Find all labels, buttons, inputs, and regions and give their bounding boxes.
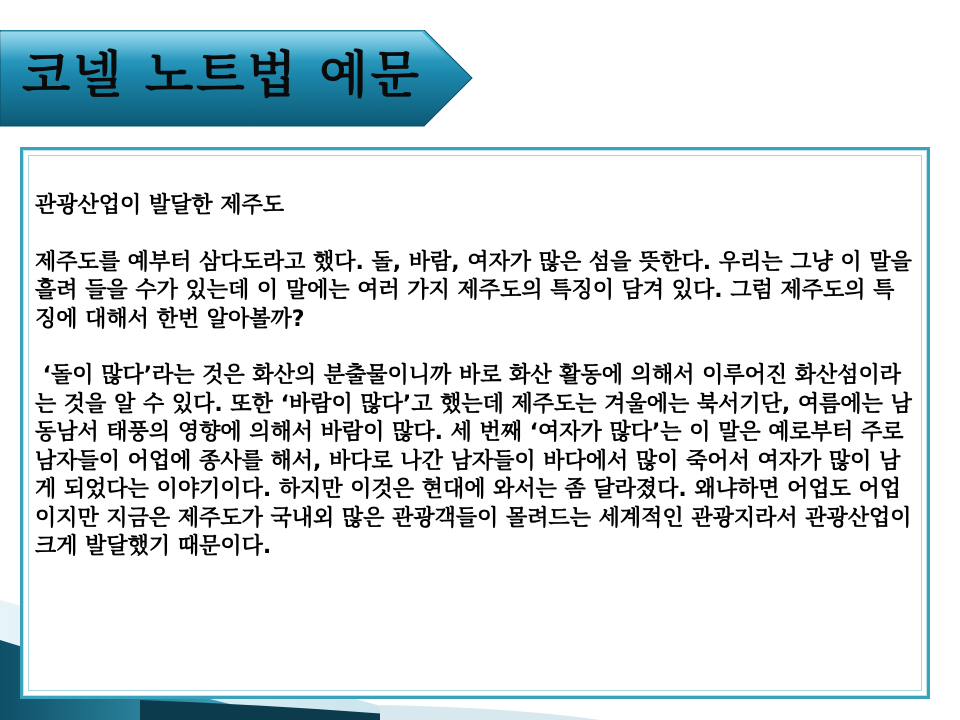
content-panel: [20, 147, 930, 699]
paragraph-intro: 제주도를 예부터 삼다도라고 했다. 돌, 바람, 여자가 많은 섬을 뜻한다. 우리는 그냥 이 말을 흘려 들을 수가 있는데 이 말에는 여러 가지 제주도의 특징이 담겨 있다. 그럼 제주도의 특징에 대해서 한번 알아볼까?: [35, 249, 920, 332]
content-text-area: [35, 192, 920, 562]
paragraph-explanation: ‘돌이 많다’라는 것은 화산의 분출물이니까 바로 화산 활동에 의해서 이루어진 화산섬이라는 것을 알 수 있다. 또한 ‘바람이 많다’고 했는데 제주도는 겨울에는 북서기단, 여름에는 남동남서 태풍의 영향에 의해서 바람이 많다. 세 번째 ‘여자가 많다’는 이 말은 예로부터 주로 남자들이 어업에 종사를 해서, 바다로 나간 남자들이 바다에서 많이 죽어서 여자가 많이 남게 되었다는 이야기이다. 하지만 이것은 현대에 와서는 좀 달라졌다. 왜냐하면 어업도 어업이지만 지금은 제주도가 국내외 많은 관광객들이 몰려드는 세계적인 관광지라서 관광산업이 크게 발달했기 때문이다.: [35, 363, 920, 559]
title-banner: [0, 30, 474, 127]
page-title: 코넬 노트법 예문: [22, 46, 422, 104]
section-heading: 관광산업이 발달한 제주도: [35, 193, 285, 218]
